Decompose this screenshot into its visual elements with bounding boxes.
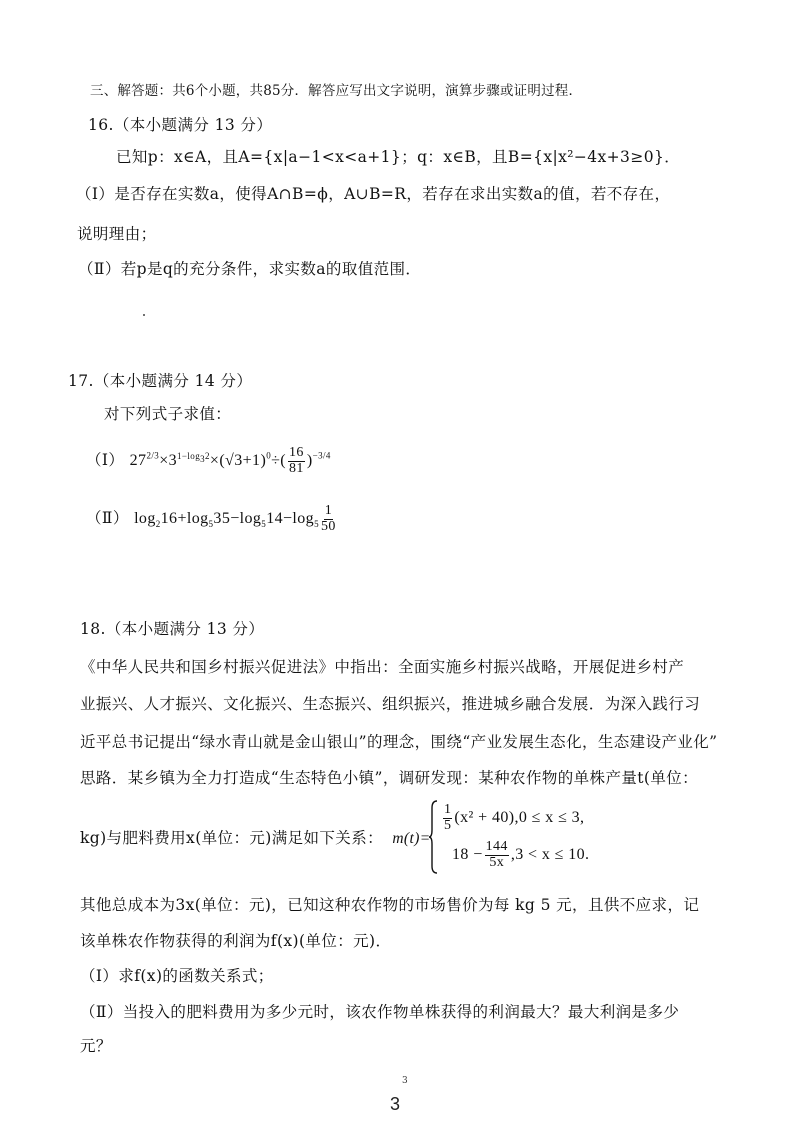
sqrt-term: ×(√3+1) (209, 451, 267, 469)
q16-part2: （Ⅱ）若p是q的充分条件，求实数a的取值范围． (78, 260, 422, 278)
frac-den: 50 (320, 518, 336, 534)
piecewise-case-2 (452, 840, 589, 870)
case-2-post: ,3 < x ≤ 10. (510, 845, 590, 863)
times-3: ×3 (159, 451, 178, 469)
frac-num: 1 (444, 802, 452, 817)
q18-para-2: 业振兴、人才振兴、文化振兴、生态振兴、组织振兴，推进城乡融合发展．为深入践行习 (80, 695, 701, 713)
div-open: ÷( (271, 451, 287, 469)
q16-given: 已知p：x∈A，且A={x|a−1<x<a+1}；q：x∈B，且B={x|x²−4x+3≥0}． (116, 148, 681, 166)
q16-part1-line2: 说明理由； (77, 225, 157, 243)
frac-den: 5x (489, 854, 505, 870)
term3: 14−log (266, 509, 315, 527)
exp-den: 3 (154, 450, 160, 461)
fraction-144-5x (485, 840, 509, 870)
case-2-pre: 18 − (452, 845, 483, 863)
q17-part1-label: （Ⅰ） (86, 450, 125, 469)
frac-den: 81 (289, 460, 304, 476)
q17-intro: 对下列式子求值： (104, 405, 232, 423)
q17-part2-expression (134, 503, 338, 534)
case-1-expr: (x² + 40),0 ≤ x ≤ 3, (454, 808, 585, 826)
log-base-5b: 5 (261, 519, 267, 530)
term2: 35−log (213, 509, 262, 527)
q18-title: 18.（本小题满分 13 分） (80, 620, 265, 638)
q17-part2-label: （Ⅱ） (86, 508, 129, 527)
div-close: ) (306, 451, 313, 469)
q18-part2-line1: （Ⅱ）当投入的肥料费用为多少元时，该农作物单株获得的利润最大？最大利润是多少 (80, 1003, 680, 1021)
term1: 16+log (160, 509, 209, 527)
frac-den: 5 (444, 817, 452, 833)
exp-log-base: 3 (200, 453, 205, 464)
fraction-1-5 (443, 803, 452, 833)
exp-num: 2 (146, 450, 152, 461)
base-27: 27 (129, 451, 147, 469)
frac-num: 16 (289, 445, 304, 460)
log: log (134, 509, 156, 527)
q18-para-3: 近平总书记提出“绿水青山就是金山银山”的理念，围绕“产业发展生态化，生态建设产业化” (80, 733, 718, 751)
piecewise-case-1 (441, 803, 584, 833)
section-header: 三、解答题：共6个小题，共85分．解答应写出文字说明，演算步骤或证明过程． (90, 83, 583, 99)
log-base-5a: 5 (208, 519, 214, 530)
q17-part2 (86, 504, 338, 534)
exp-zero: 0 (266, 450, 272, 461)
q17-part1 (86, 446, 331, 476)
function-m: m(t)= (392, 830, 431, 847)
fraction-1-50 (321, 504, 336, 534)
stray-dot (143, 314, 145, 316)
exp-neg: − (312, 450, 319, 461)
q18-para-1: 《中华人民共和国乡村振兴促进法》中指出：全面实施乡村振兴战略，开展促进乡村产 (80, 658, 685, 676)
q16-title: 16.（本小题满分 13 分） (88, 116, 273, 134)
q18-part2-line2: 元？ (80, 1037, 112, 1055)
q16-part1-line1: （Ⅰ）是否存在实数a，使得A∩B=ϕ，A∪B=R，若存在求出实数a的值，若不存在， (76, 185, 671, 203)
frac-num: 144 (485, 839, 508, 854)
q18-para-7: 该单株农作物获得的利润为f(x)(单位：元)． (80, 932, 392, 950)
relation-intro: kg)与肥料费用x(单位：元)满足如下关系： (80, 829, 383, 847)
page-mark: 3 (402, 1076, 408, 1086)
q18-para-5 (80, 826, 431, 848)
log-base-2: 2 (155, 519, 161, 530)
q17-title: 17.（本小题满分 14 分） (68, 372, 253, 390)
log-base-5c: 5 (314, 519, 319, 530)
q18-part1: （Ⅰ）求f(x)的函数关系式； (80, 967, 274, 985)
exp4-num: 3 (318, 450, 323, 461)
q17-part1-expression: $27^{2/3}\times 3^{1-log_32}\times(√3+1)^0\div$( $\frac{16}{81}$ )$^{-3/4}$ (129, 445, 331, 476)
fraction-16-81 (288, 446, 305, 476)
q18-para-6: 其他总成本为3x(单位：元)，已知这种农作物的市场售价为每 kg 5 元，且供不应求，记 (80, 896, 700, 914)
exp-log: 1−log (177, 450, 201, 461)
page-number: 3 (390, 1094, 401, 1114)
frac-num: 1 (324, 503, 333, 518)
exp4-den: 4 (325, 450, 331, 461)
exp-log-arg: 2 (205, 450, 210, 461)
q18-para-4: 思路．某乡镇为全力打造成“生态特色小镇”，调研发现：某种农作物的单株产量t(单位： (80, 769, 699, 787)
piecewise-brace (428, 800, 438, 874)
